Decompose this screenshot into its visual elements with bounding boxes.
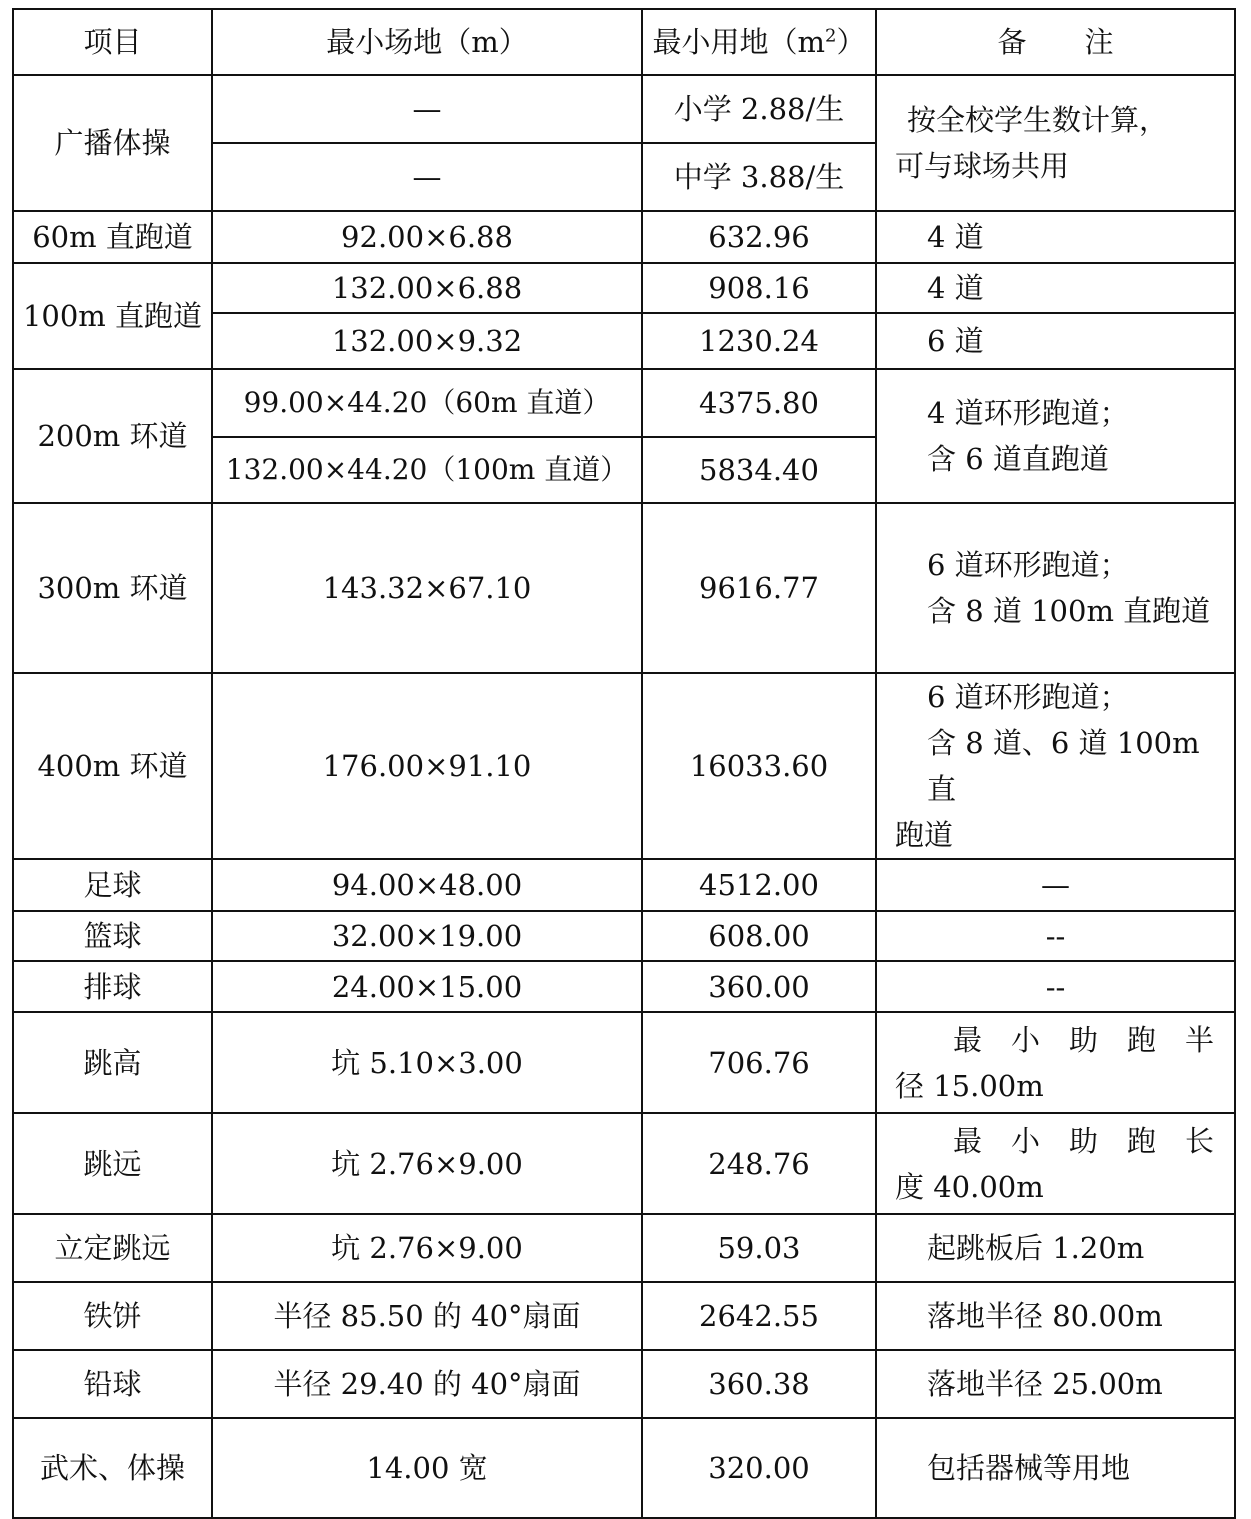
row-name-shotput: 铅球 [13, 1350, 212, 1418]
table-row [13, 673, 1235, 859]
cell-note: 6 道环形跑道； 含 8 道 100m 直跑道 [876, 503, 1235, 673]
cell-site: 坑 2.76×9.00 [212, 1113, 642, 1214]
cell-site: 24.00×15.00 [212, 961, 642, 1012]
cell-land: 706.76 [642, 1012, 876, 1113]
row-name-100m: 100m 直跑道 [13, 263, 212, 369]
cell-land: 360.38 [642, 1350, 876, 1418]
cell-land: 小学 2.88/生 [642, 75, 876, 143]
cell-land: 632.96 [642, 211, 876, 263]
table-row [13, 75, 1235, 143]
cell-note: — [876, 859, 1235, 911]
cell-site: 132.00×44.20（100m 直道） [212, 437, 642, 503]
row-name-60m: 60m 直跑道 [13, 211, 212, 263]
header-min-land: 最小用地$(m^2)$ [642, 9, 876, 75]
row-name-200m: 200m 环道 [13, 369, 212, 503]
cell-site: 132.00×9.32 [212, 313, 642, 369]
cell-note: 最 小 助 跑 长 度 40.00m [876, 1113, 1235, 1214]
cell-land: 9616.77 [642, 503, 876, 673]
cell-note: -- [876, 961, 1235, 1012]
header-item: 项目 [13, 9, 212, 75]
table-row [13, 1012, 1235, 1113]
cell-note: 6 道 [876, 313, 1235, 369]
table-row [13, 859, 1235, 911]
cell-land: 59.03 [642, 1214, 876, 1282]
cell-land: 5834.40 [642, 437, 876, 503]
row-name-discus: 铁饼 [13, 1282, 212, 1350]
header-row [13, 9, 1235, 75]
row-name-standingjump: 立定跳远 [13, 1214, 212, 1282]
table-row [13, 211, 1235, 263]
cell-land: 908.16 [642, 263, 876, 313]
table-row [13, 911, 1235, 961]
cell-land: 16033.60 [642, 673, 876, 859]
row-name-football: 足球 [13, 859, 212, 911]
cell-land: 2642.55 [642, 1282, 876, 1350]
cell-site: 143.32×67.10 [212, 503, 642, 673]
cell-note: 落地半径 25.00m [876, 1350, 1235, 1418]
row-name-basketball: 篮球 [13, 911, 212, 961]
table-row [13, 1214, 1235, 1282]
table-row [13, 1113, 1235, 1214]
row-name-300m: 300m 环道 [13, 503, 212, 673]
table-row [13, 1350, 1235, 1418]
cell-site: — [212, 143, 642, 211]
cell-note: 包括器械等用地 [876, 1418, 1235, 1518]
cell-note: 4 道 [876, 263, 1235, 313]
cell-site: 132.00×6.88 [212, 263, 642, 313]
row-name-broadcast: 广播体操 [13, 75, 212, 211]
table-row [13, 263, 1235, 313]
table-row [13, 1418, 1235, 1518]
row-name-highjump: 跳高 [13, 1012, 212, 1113]
cell-site: 坑 5.10×3.00 [212, 1012, 642, 1113]
cell-land: 320.00 [642, 1418, 876, 1518]
cell-site: 92.00×6.88 [212, 211, 642, 263]
cell-site: 坑 2.76×9.00 [212, 1214, 642, 1282]
cell-site: — [212, 75, 642, 143]
sports-facility-table [12, 8, 1236, 1519]
cell-land: 608.00 [642, 911, 876, 961]
cell-land: 248.76 [642, 1113, 876, 1214]
cell-site: 半径 85.50 的 40°扇面 [212, 1282, 642, 1350]
header-min-site: 最小场地（m） [212, 9, 642, 75]
cell-land: 360.00 [642, 961, 876, 1012]
row-name-volleyball: 排球 [13, 961, 212, 1012]
cell-site: 94.00×48.00 [212, 859, 642, 911]
table-row [13, 961, 1235, 1012]
cell-note: 最 小 助 跑 半 径 15.00m [876, 1012, 1235, 1113]
cell-note: 4 道 [876, 211, 1235, 263]
table-row [13, 1282, 1235, 1350]
row-name-martial: 武术、体操 [13, 1418, 212, 1518]
row-name-400m: 400m 环道 [13, 673, 212, 859]
cell-note: 6 道环形跑道； 含 8 道、6 道 100m 直 跑道 [876, 673, 1235, 859]
cell-land: 4375.80 [642, 369, 876, 437]
table-row [13, 503, 1235, 673]
cell-site: 14.00 宽 [212, 1418, 642, 1518]
table-row [13, 369, 1235, 437]
cell-note: 起跳板后 1.20m [876, 1214, 1235, 1282]
cell-note: -- [876, 911, 1235, 961]
cell-note: 4 道环形跑道； 含 6 道直跑道 [876, 369, 1235, 503]
cell-land: 4512.00 [642, 859, 876, 911]
cell-site: 176.00×91.10 [212, 673, 642, 859]
header-remarks: 备 注 [876, 9, 1235, 75]
cell-land: 1230.24 [642, 313, 876, 369]
cell-site: 半径 29.40 的 40°扇面 [212, 1350, 642, 1418]
cell-note: 落地半径 80.00m [876, 1282, 1235, 1350]
row-name-longjump: 跳远 [13, 1113, 212, 1214]
cell-note: 按全校学生数计算， 可与球场共用 [876, 75, 1235, 211]
cell-site: 32.00×19.00 [212, 911, 642, 961]
cell-site: 99.00×44.20（60m 直道） [212, 369, 642, 437]
cell-land: 中学 3.88/生 [642, 143, 876, 211]
sports-facility-table-wrapper [12, 8, 1236, 1519]
